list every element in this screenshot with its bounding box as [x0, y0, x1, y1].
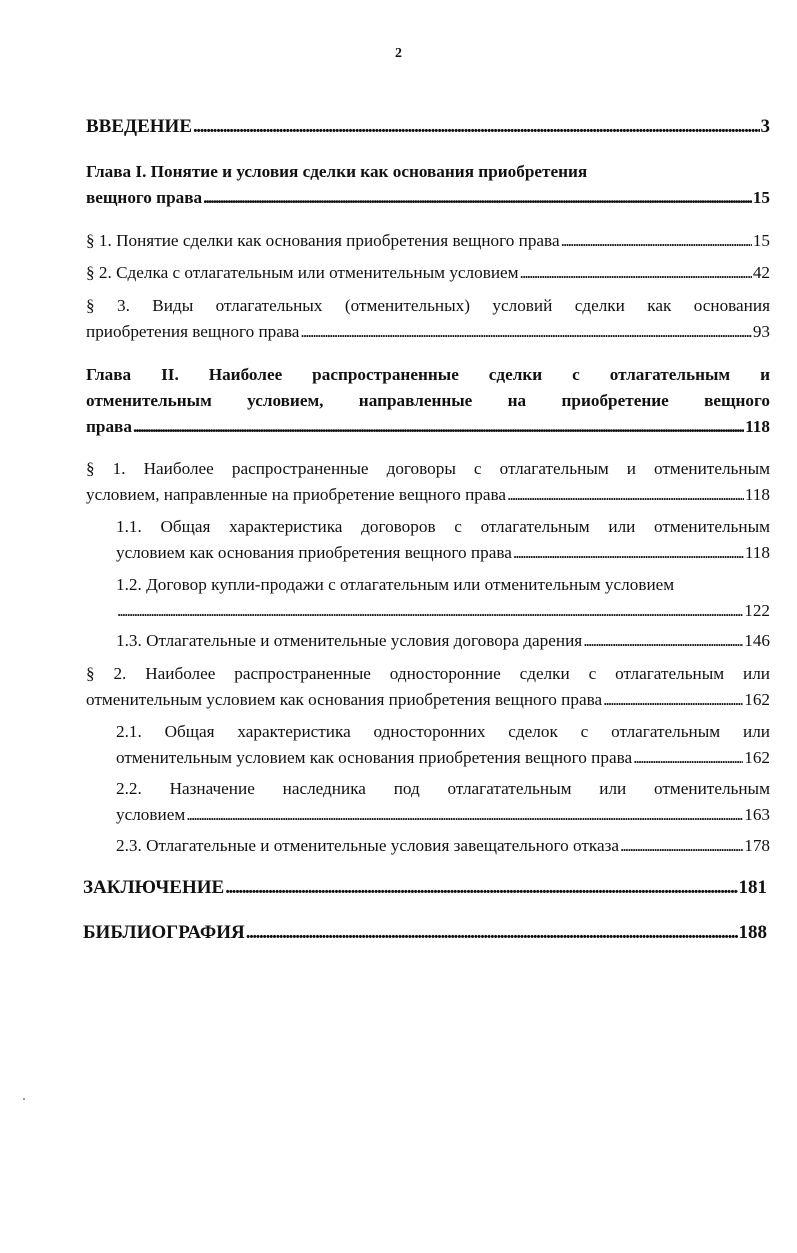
toc-leader-dots [246, 920, 738, 946]
toc-leader-dots [186, 802, 743, 828]
toc-label-line: 1.2. Договор купли-продажи с отлагательным или отменительным условием [116, 575, 675, 594]
toc-label: отменительным условием как основания приобретения вещного права [86, 690, 603, 709]
toc-leader-dots [117, 598, 743, 624]
toc-entry-ch2-section-1[interactable] [86, 456, 770, 508]
toc-page-number: 15 [752, 231, 770, 250]
toc-label: вещного права [86, 188, 203, 207]
toc-label: 1.3. Отлагательные и отменительные условия договора дарения [116, 631, 583, 650]
toc-label-line: 2.1. Общая характеристика односторонних сделок с отлагательным или [116, 722, 770, 741]
toc-label: условием как основания приобретения вещного права [116, 543, 512, 562]
toc-leader-dots [603, 687, 743, 713]
toc-label: § 2. Сделка с отлагательным или отменительным условием [86, 263, 519, 282]
toc-page-number: 122 [744, 601, 770, 620]
toc-label-line: § 3. Виды отлагательных (отменительных) условий сделки как основания [86, 296, 770, 315]
toc-label: БИБЛИОГРАФИЯ [83, 922, 245, 943]
toc-leader-dots [133, 414, 744, 440]
toc-label: права [86, 417, 132, 436]
toc-page-number: 162 [744, 748, 770, 767]
toc-page-number: 118 [745, 417, 770, 436]
toc-leader-dots [193, 114, 760, 140]
toc-label-line: Глава II. Наиболее распространенные сделки с отлагательным и [86, 365, 770, 384]
toc-label: отменительным условием как основания приобретения вещного права [116, 748, 633, 767]
toc-page-number: 93 [752, 322, 770, 341]
toc-leader-dots [300, 319, 751, 345]
toc-leader-dots [620, 833, 743, 859]
toc-leader-dots [203, 185, 752, 211]
toc-label-line: § 2. Наиболее распространенные односторонние сделки с отлагательным или [86, 664, 770, 683]
toc-entry-chapter-1[interactable] [86, 159, 770, 211]
toc-label: приобретения вещного права [86, 322, 300, 341]
toc-leader-dots [513, 540, 744, 566]
toc-entry-ch2-subsection-1-2[interactable] [116, 572, 770, 624]
toc-entry-ch1-section-1[interactable] [86, 228, 770, 254]
toc-page-number: 146 [744, 631, 770, 650]
toc-label: ВВЕДЕНИЕ [86, 116, 192, 137]
toc-leader-dots [520, 260, 752, 286]
toc-entry-conclusion[interactable] [83, 875, 767, 901]
toc-entry-ch2-subsection-2-1[interactable] [116, 719, 770, 771]
page-number: 2 [395, 46, 402, 61]
toc-label: ЗАКЛЮЧЕНИЕ [83, 877, 225, 898]
toc-entry-ch1-section-2[interactable] [86, 260, 770, 286]
toc-label-line: отменительным условием, направленные на приобретение вещного [86, 391, 770, 410]
toc-entry-chapter-2[interactable] [86, 362, 770, 440]
toc-label-line: Глава I. Понятие и условия сделки как основания приобретения [86, 162, 588, 181]
toc-page-number: 181 [738, 877, 767, 898]
toc-leader-dots [507, 482, 744, 508]
toc-page-number: 15 [752, 188, 770, 207]
toc-page-number: 163 [744, 805, 770, 824]
toc-page-number: 162 [744, 690, 770, 709]
toc-entry-intro[interactable] [86, 114, 770, 140]
toc-page-number: 42 [752, 263, 770, 282]
toc-label: условием [116, 805, 186, 824]
toc-entry-ch2-subsection-2-2[interactable] [116, 776, 770, 828]
toc-page-number: 118 [744, 485, 770, 504]
toc-entry-bibliography[interactable] [83, 920, 767, 946]
toc-entry-ch2-subsection-1-3[interactable] [116, 628, 770, 654]
toc-entry-ch1-section-3[interactable] [86, 293, 770, 345]
toc-label: § 1. Понятие сделки как основания приобретения вещного права [86, 231, 560, 250]
toc-page-number: 3 [760, 116, 770, 137]
scan-speck [23, 1098, 25, 1100]
toc-label-line: 1.1. Общая характеристика договоров с отлагательным или отменительным [116, 517, 770, 536]
toc-entry-ch2-subsection-1-1[interactable] [116, 514, 770, 566]
toc-leader-dots [633, 745, 743, 771]
toc-entry-ch2-section-2[interactable] [86, 661, 770, 713]
toc-page-number: 178 [744, 836, 770, 855]
toc-label-line: § 1. Наиболее распространенные договоры с отлагательным и отменительным [86, 459, 770, 478]
toc-page-number: 118 [744, 543, 770, 562]
toc-entry-ch2-subsection-2-3[interactable] [116, 833, 770, 859]
toc-label: условием, направленные на приобретение вещного права [86, 485, 507, 504]
toc-leader-dots [561, 228, 752, 254]
toc-label: 2.3. Отлагательные и отменительные условия завещательного отказа [116, 836, 620, 855]
toc-leader-dots [583, 628, 743, 654]
toc-leader-dots [225, 875, 737, 901]
toc-page-number: 188 [738, 922, 767, 943]
toc-label-line: 2.2. Назначение наследника под отлагатательным или отменительным [116, 779, 770, 798]
